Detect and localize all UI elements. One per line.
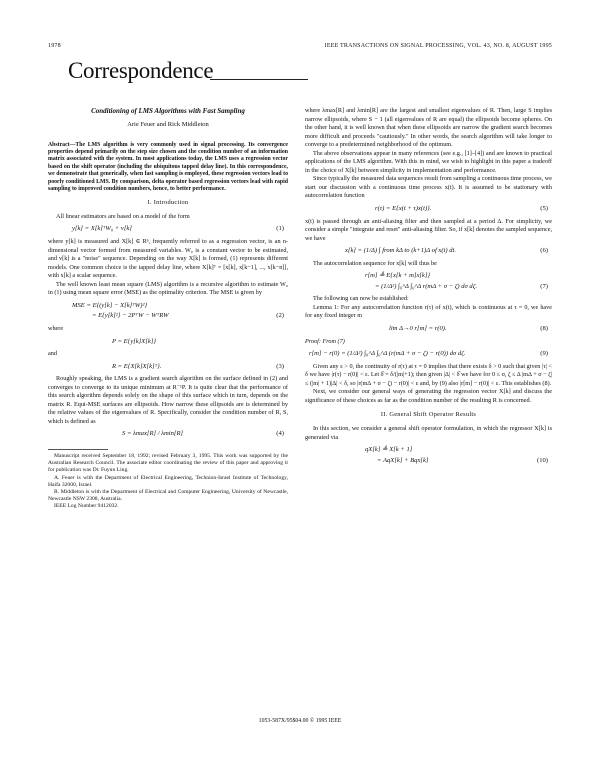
paragraph: and	[48, 350, 57, 358]
equation-body: = (1/Δ²) ∫₀^Δ ∫₀^Δ r(mΔ + σ − ζ) dσ dζ.	[375, 282, 478, 290]
equation-1	[48, 221, 288, 238]
abstract: Abstract—The LMS algorithm is very commonly used in signal processing. Its convergence properties depend primarily on the step size chosen and the condition number of an information matrix associated with the system. In most applications today, the LMS uses a regression vector based on the shift operator (including the ubiquitous tapped delay line). In this correspondence, we demonstrate that generically, when fast sampling is employed, these regression vectors lead to poorly conditioned LMS. By comparison, delta operator based regression vectors lead with rapid sampling to improved condition numbers, hence, to better performance.	[48, 141, 288, 192]
lemma-1: Lemma 1: For any autocorrelation function r(τ) of x(t), which is continuous at τ = 0, we have for any fixed integer m	[305, 303, 552, 320]
equation-number: (5)	[540, 205, 548, 213]
paragraph: where λmax[R] and λmin[R] are the largest and smallest eigenvalues of R. Then, large S implies narrow ellipsoids, where S − 1 (all eigenvalues of R are equal) the ellipsoids become spheres. On the other hand, it is well known that when these ellipsoids are narrow the gradient search becomes more difficult and proceeds "cautiously." In other words, the search algorithm will take longer to converge to a predetermined neighborhood of the optimum.	[305, 107, 552, 149]
equation-2b	[48, 311, 288, 325]
paragraph: All linear estimators are based on a model of the form	[56, 212, 190, 220]
equation-number: (2)	[276, 312, 284, 320]
intro-heading: I. Introduction	[147, 199, 189, 207]
equation-number: (8)	[540, 325, 548, 333]
equation-7a	[305, 268, 552, 282]
footnotes	[48, 453, 288, 511]
paragraph: Since typically the measured data sequences result from sampling a continuous time process, we start our discussion with a continuous time process x(t). It is assumed to be stationary with autocorrelation function	[305, 175, 552, 200]
equation-body: r(τ) = E{x(t + τ)x(t)}.	[375, 205, 432, 213]
paper-title: Conditioning of LMS Algorithms with Fast Sampling	[91, 107, 245, 115]
footnote: A. Feuer is with the Department of Electrical Engineering, Technion-Israel Institute of Technology, Haifa 32000, Israel.	[48, 474, 288, 488]
equation-body: x[k] = (1/Δ) ∫ from kΔ to (k+1)Δ of x(t) dt.	[345, 247, 457, 255]
equation-body: qX[k] ≜ X[k + 1]	[365, 446, 413, 454]
paragraph: The following can now be established:	[313, 295, 409, 303]
equation-body: MSE = E{(y[k] − X[k]ᵀW)²}	[72, 301, 148, 309]
paper-authors: Arie Feuer and Rick Middleton	[127, 121, 209, 128]
equation-10b	[305, 456, 552, 470]
equation-2a	[48, 298, 288, 312]
paragraph: Given any ε > 0, the continuity of r(τ) at τ = 0 implies that there exists δ > 0 such that given |τ| < δ we have |r(τ) − r(0)| < ε. Let δ̂ = δ/(|m|+1); then given |Δ| < δ̂ we have for 0 ≤ σ, ζ ≤ Δ |mΔ + σ − ζ| ≤ (|m| + 1)|Δ| < δ, so |r(mΔ + σ − ζ) − r(0)| < ε and, by (9) also |r[m] − r(0)| < ε. This establishes (8).	[305, 362, 552, 387]
equation-number: (6)	[540, 247, 548, 255]
equation-body: r[m] ≜ E{x[k + m]x[k]}	[365, 272, 431, 280]
equation-body: S = λmax[R] / λmin[R]	[122, 430, 184, 438]
equation-number: (3)	[276, 362, 284, 370]
left-column	[48, 107, 288, 511]
equation-body: = AqX[k] + Bqx[k]	[377, 456, 429, 464]
equation-8	[305, 321, 552, 338]
issn-footer: 1053-587X/95$04.00 © 1995 IEEE	[258, 718, 342, 724]
footnote: Manuscript received September 18, 1992; revised February 3, 1995. This work was supported by the Australian Research Council. The associate editor coordinating the review of this paper and approving it for publication was Dr. Fuyun Ling.	[48, 452, 288, 474]
equation-3a	[48, 334, 288, 351]
section-title-rule	[210, 79, 308, 80]
paragraph: Roughly speaking, the LMS is a gradient search algorithm on the surface defined in (2) and converges to converge to its unique minimum at R⁻¹P. It is quite clear that the performance of this search algorithm depends solely on the shape of this surface which in turn, depends on the matrix R. Equi-MSE surfaces are ellipsoids. How narrow these ellipsoids are is determined by the relative values of the eigenvalues of R. Specifically, consider the condition number of R, S, which is defined as	[48, 375, 288, 425]
section-title: Correspondence	[68, 58, 214, 83]
equation-4	[48, 426, 288, 443]
equation-number: (4)	[276, 430, 284, 438]
equation-number: (7)	[540, 282, 548, 290]
equation-body: = E{y[k]²} − 2PᵀW − WᵀRW	[92, 312, 169, 320]
equation-body: r[m] − r(0) = (1/Δ²) ∫₀^Δ ∫₀^Δ (r(mΔ + σ − ζ) − r(0)) dσ dζ.	[309, 350, 466, 358]
proof-label: Proof: From (7)	[305, 337, 345, 345]
equation-body: P = E{y[k]X[k]}	[112, 337, 157, 345]
paragraph: The autocorrelation sequence for x[k] will thus be	[313, 259, 437, 267]
paragraph: Next, we consider our general ways of generating the regression vector X[k] and discuss the significance of these choices as far as the condition number of the resulting R is concerned.	[305, 388, 552, 404]
right-column	[305, 107, 552, 469]
equation-body: lim Δ→0 r[m] = r(0).	[389, 325, 447, 333]
equation-number: (1)	[276, 225, 284, 233]
footnote: IEEE Log Number 9412032.	[54, 503, 119, 510]
page-number: 1978	[48, 43, 61, 49]
equation-body: R = E{X[k]X[k]ᵀ}.	[112, 362, 162, 370]
paragraph: x(t) is passed through an anti-aliasing filter and then sampled at a period Δ. For simplicity, we consider a simple "integrate and reset" anti-aliasing filter. So, if x[k] denotes the sampled sequence, we have	[305, 217, 552, 242]
footnote: R. Middleton is with the Department of Electrical and Computer Engineering, University of Newcastle, Newcastle NSW 2308, Australia.	[48, 488, 288, 503]
equation-body: y[k] = X[k]ᵀW₀ + v[k]	[72, 225, 132, 233]
section-2-heading: II. General Shift Operator Results	[380, 411, 477, 419]
equation-number: (10)	[537, 456, 548, 464]
equation-10a	[305, 442, 552, 456]
paragraph: The above observations appear in many references (see e.g., [1]–[4]) and are known to practical applications of the LMS algorithm. With this in mind, we wish to highlight in this paper a tradeoff in the choice of X[k] between simplicity in implementation and performance.	[305, 149, 552, 174]
paragraph: where	[48, 324, 64, 332]
paragraph: In this section, we consider a general shift operator formulation, in which the regressor X[k] is generated via	[305, 424, 552, 441]
journal-header: IEEE TRANSACTIONS ON SIGNAL PROCESSING, VOL. 43, NO. 8, AUGUST 1995	[324, 43, 552, 49]
equation-9	[305, 346, 552, 363]
equation-3b	[48, 359, 288, 376]
paragraph: The well known least mean square (LMS) algorithm is a recursive algorithm to estimate W₀ in (1) using mean square error (MSE) as the optimality criterion. The MSE is given by	[48, 280, 288, 297]
paragraph: where y[k] is measured and X[k] ∈ Rⁿ, frequently referred to as a regression vector, is an n-dimensional vector formed from measured variables. W₀ is a constant vector to be estimated, and v[k] is a "noise" sequence. Depending on the way X[k] is formed, (1) represents different models. One common choice is the tapped delay line, where X[k]ᵀ = [x[k], x[k−1], ..., x[k−n]], with x[k] a scalar sequence.	[48, 238, 288, 280]
equation-6	[305, 243, 552, 260]
equation-7b	[305, 282, 552, 296]
equation-number: (9)	[540, 350, 548, 358]
equation-5	[305, 201, 552, 218]
